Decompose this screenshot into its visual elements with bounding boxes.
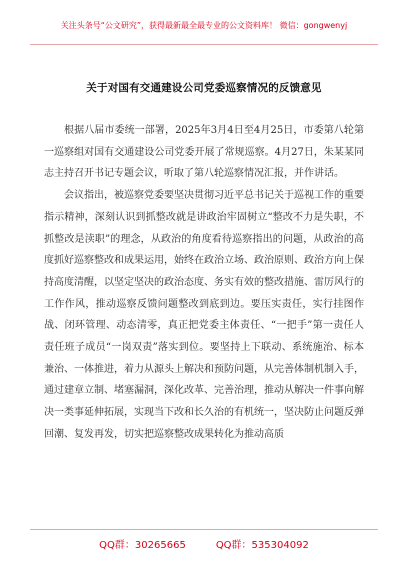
footer bbox=[0, 536, 408, 551]
document-body bbox=[44, 120, 364, 446]
header-divider bbox=[30, 44, 378, 45]
footer-qq-group-1: QQ群：30265665 bbox=[99, 540, 186, 551]
header-banner: 关注头条号“公文研究”，获得最新最全最专业的公文资料库！ 微信：gongwenyj bbox=[60, 21, 348, 30]
footer-divider bbox=[30, 529, 378, 530]
paragraph-meeting: 会议指出，被巡察党委要坚决贯彻习近平总书记关于巡视工作的重要指示精神，深刻认识到抓整改就是讲政治牢固树立“整改不力是失职，不抓整改是渎职”的理念，从政治的角度看待巡察指出的问题，从政治的高度抓好巡察整改和成果运用，始终在政治立场、政治原则、政治方向上保持高度清醒，以坚定坚决的政治态度、务实有效的整改措施、雷厉风行的工作作风，推动巡察反馈问题整改到底到边。要压实责任，实行挂图作战、闭环管理、动态清零，真正把党委主体责任、“一把手”第一责任人责任班子成员“一岗双责”落实到位。要坚持上下联动、系统施治、标本兼治、一体推进，着力从源头上解决和预防问题，从完善体制机制入手，通过建章立制、堵塞漏洞，深化改革、完善治理，推动从解决一件事向解决一类事延伸拓展，实现当下改和长久治的有机统一，坚决防止问题反弹回潮、复发再发，切实把巡察整改成果转化为推动高质 bbox=[44, 190, 364, 440]
footer-qq-group-2: QQ群：535304092 bbox=[215, 540, 309, 551]
paragraph-intro: 根据八届市委统一部署，2025年3月4日至4月25日，市委第八轮第一巡察组对国有交通建设公司党委开展了常规巡察。4月27日，朱某某同志主持召开书记专题会议，听取了第八轮巡察情况汇报，并作讲话。 bbox=[44, 125, 364, 180]
document-title: 关于对国有交通建设公司党委巡察情况的反馈意见 bbox=[86, 82, 322, 94]
